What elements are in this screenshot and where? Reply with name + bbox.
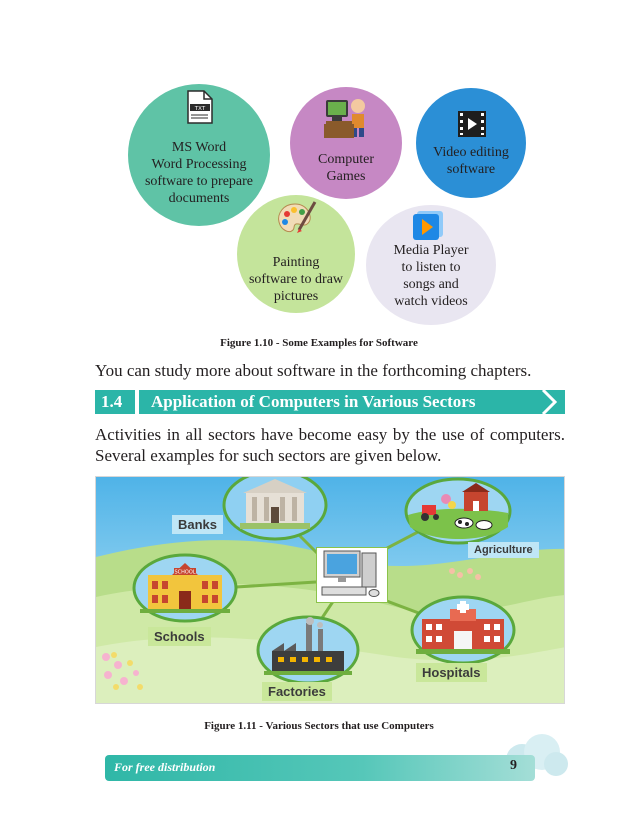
footer-distribution-text: For free distribution xyxy=(114,760,216,774)
text-document-icon xyxy=(186,90,214,124)
figure-1-11-caption: Figure 1.11 - Various Sectors that use Computers xyxy=(204,720,434,732)
paint-palette-icon xyxy=(275,200,317,240)
label-hospitals: Hospitals xyxy=(416,663,487,682)
section-heading xyxy=(95,390,565,414)
label-banks: Banks xyxy=(172,515,223,534)
section-arrow-decoration xyxy=(535,390,565,414)
media-player-text: Media Player to listen to songs and watch videos xyxy=(393,243,469,309)
section-title: Application of Computers in Various Sectors xyxy=(139,390,565,414)
painting-text: Painting software to draw pictures xyxy=(248,255,344,304)
flowers-decoration xyxy=(96,645,156,704)
video-editing-text: Video editing software xyxy=(433,145,509,177)
film-clapper-icon xyxy=(457,110,487,138)
gamer-icon xyxy=(322,96,370,140)
computer-icon xyxy=(316,547,388,603)
farm-icon xyxy=(404,477,512,545)
flowers-decoration-right xyxy=(446,561,486,587)
video-editing-circle xyxy=(416,88,526,198)
sectors-illustration xyxy=(95,476,565,704)
figure-1-10-caption: Figure 1.10 - Some Examples for Software xyxy=(220,337,418,349)
bank-building-icon xyxy=(222,476,328,541)
paragraph-software: You can study more about software in the forthcoming chapters. xyxy=(95,361,532,380)
paragraph-sectors: Activities in all sectors have become easy by the use of computers. Several examples for such sectors are given below. xyxy=(95,425,565,465)
svg-text:TXT: TXT xyxy=(194,106,206,112)
hospital-icon xyxy=(410,595,516,665)
computer-games-text: Computer Games xyxy=(318,152,374,184)
media-player-icon xyxy=(409,210,447,242)
section-number: 1.4 xyxy=(95,390,135,414)
page-number: 9 xyxy=(510,758,517,773)
school-sign: SCHOOL xyxy=(174,569,196,576)
label-agriculture: Agriculture xyxy=(468,542,539,558)
school-icon xyxy=(132,553,238,623)
label-factories: Factories xyxy=(262,682,332,701)
label-schools: Schools xyxy=(148,627,211,646)
ms-word-text: MS Word Word Processing software to prepare documents xyxy=(144,140,254,206)
factory-icon xyxy=(256,615,360,685)
